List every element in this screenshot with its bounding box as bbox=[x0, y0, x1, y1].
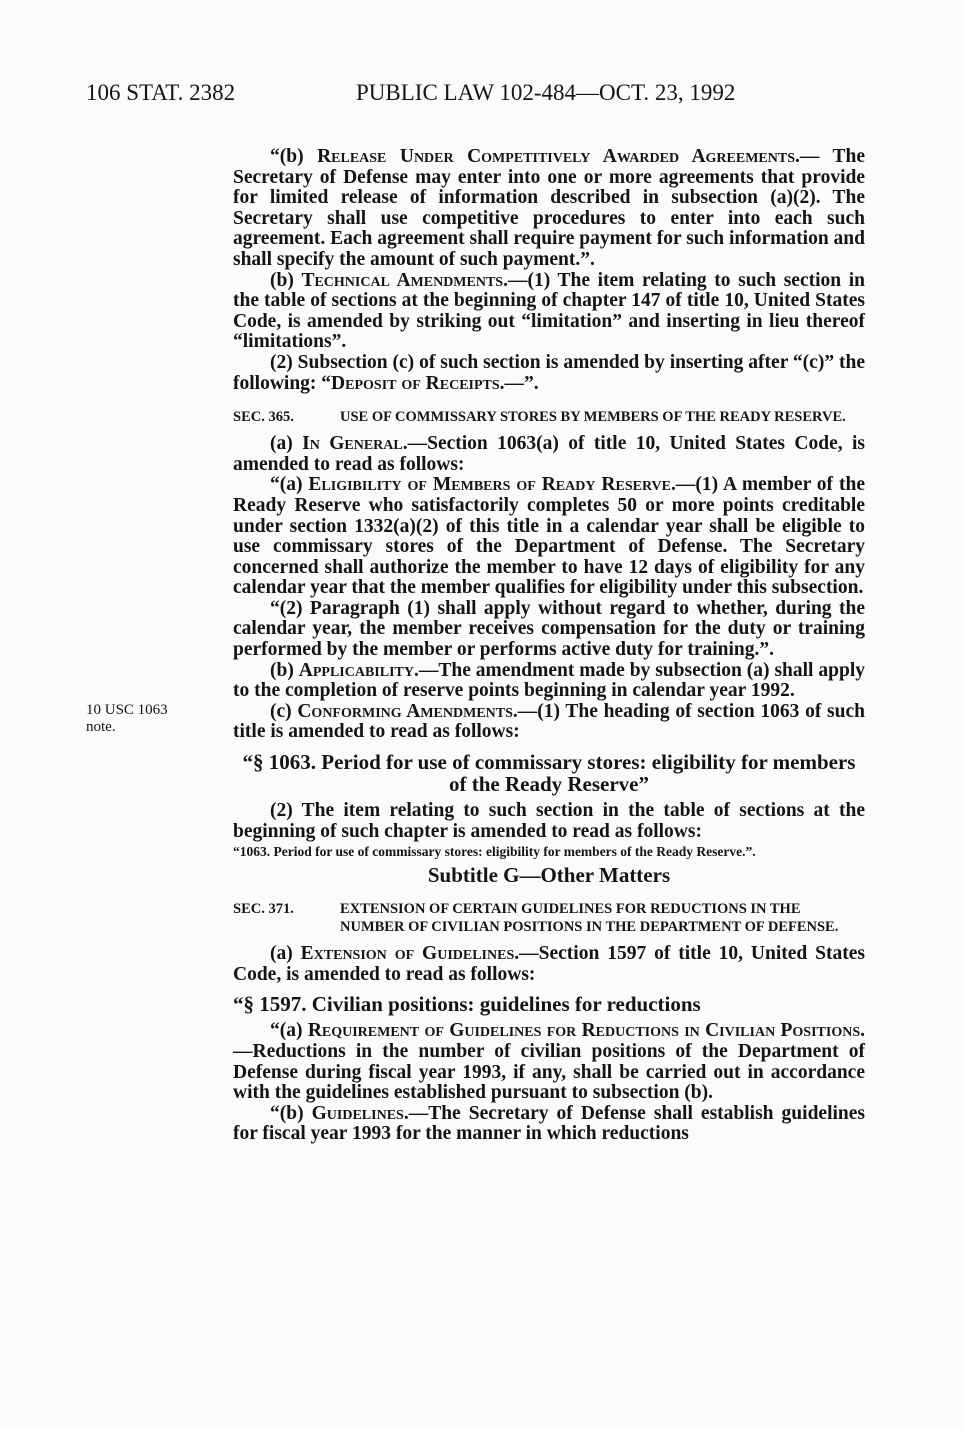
subsection-heading: Deposit of Receipts. bbox=[331, 372, 505, 394]
margin-note-usc: 10 USC 1063 bbox=[86, 702, 168, 718]
paragraph-2-application: “(2) Paragraph (1) shall apply without regard to whether, during the calendar year, the member receives compensation for the duty or training performed by the member or performs active duty for training.”. bbox=[233, 597, 865, 661]
paragraph-eligibility: “(a) Eligibility of Members of Ready Reserve.—(1) A member of the Ready Reserve who satisfactorily completes 50 or more points creditable under section 1332(a)(2) of this title in a calendar year shall be eligible to use commissary stores of the Department of Defense. The Secretary concerned shall authorize the member to have 12 days of eligibility for any calendar year that the member qualifies for eligibility under this subsection. bbox=[233, 474, 865, 599]
table-of-sections-item: “1063. Period for use of commissary stores: eligibility for members of the Ready Reserve.”. bbox=[233, 844, 756, 860]
paragraph-conforming-amendments: (c) Conforming Amendments.—(1) The heading of section 1063 of such title is amended to read as follows: bbox=[233, 700, 865, 743]
section-365-heading bbox=[233, 408, 865, 426]
subsection-heading: Applicability. bbox=[298, 659, 419, 681]
subsection-heading: Conforming Amendments. bbox=[297, 700, 518, 722]
paragraph-applicability: (b) Applicability.—The amendment made by subsection (a) shall apply to the completion of reserve points beginning in calendar year 1992. bbox=[233, 659, 866, 702]
section-1063-new-heading: “§ 1063. Period for use of commissary stores: eligibility for members of the Ready Reserve” bbox=[242, 750, 856, 797]
section-number: SEC. 365. bbox=[233, 409, 294, 426]
section-1597-new-heading: “§ 1597. Civilian positions: guidelines for reductions bbox=[233, 992, 701, 1017]
section-title: USE OF COMMISSARY STORES BY MEMBERS OF THE READY RESERVE. bbox=[340, 409, 846, 426]
running-head bbox=[86, 80, 903, 110]
subsection-heading: Extension of Guidelines. bbox=[300, 943, 520, 965]
paragraph-guidelines: “(b) Guidelines.—The Secretary of Defense shall establish guidelines for fiscal year 1993 for the manner in which reductions bbox=[233, 1102, 865, 1145]
subsection-heading: Release Under Competitively Awarded Agreements. bbox=[317, 146, 800, 167]
paragraph-technical-amendments: (b) Technical Amendments.—(1) The item relating to such section in the table of sections at the beginning of chapter 147 of title 10, United States Code, is amended by striking out “limitation” and inserting in lieu thereof “limitations”. bbox=[233, 269, 865, 353]
subsection-heading: Requirement of Guidelines for Reductions in Civilian Positions. bbox=[307, 1020, 865, 1042]
margin-note-label: note. bbox=[86, 719, 116, 735]
subsection-heading: Eligibility of Members of Ready Reserve. bbox=[308, 474, 676, 496]
subsection-heading: Technical Amendments. bbox=[301, 269, 508, 291]
paragraph-table-of-sections: (2) The item relating to such section in the table of sections at the beginning of such chapter is amended to read as follows: bbox=[233, 800, 865, 842]
paragraph-release-agreements: “(b) Release Under Competitively Awarded Agreements.— The Secretary of Defense may enter into one or more agreements that provide for limited release of information described in subsection (a)(2). The Secretary shall use competitive procedures to enter into each such agreement. Each agreement shall require payment for such information and shall specify the amount of such payment.”. bbox=[233, 146, 866, 270]
paragraph-requirement-of-guidelines: “(a) Requirement of Guidelines for Reductions in Civilian Positions.—Reductions in the number of civilian positions of the Department of Defense during fiscal year 1993, if any, shall be carried out in accordance with the guidelines established pursuant to subsection (b). bbox=[233, 1020, 865, 1104]
subsection-heading: Guidelines. bbox=[311, 1102, 409, 1124]
section-title: EXTENSION OF CERTAIN GUIDELINES FOR REDUCTIONS IN THE NUMBER OF CIVILIAN POSITIONS IN THE DEPARTMENT OF DEFENSE. bbox=[340, 901, 839, 936]
stat-page-number: 106 STAT. 2382 bbox=[86, 80, 236, 105]
subtitle-heading: Subtitle G—Other Matters bbox=[427, 863, 671, 888]
paragraph-in-general: (a) In General.—Section 1063(a) of title 10, United States Code, is amended to read as follows: bbox=[233, 433, 865, 475]
margin-note bbox=[86, 702, 206, 736]
main-text bbox=[233, 147, 865, 1145]
public-law-citation: PUBLIC LAW 102-484—OCT. 23, 1992 bbox=[356, 80, 736, 105]
paragraph-extension-of-guidelines: (a) Extension of Guidelines.—Section 1597 of title 10, United States Code, is amended to read as follows: bbox=[233, 943, 865, 985]
subsection-heading: In General. bbox=[302, 433, 408, 455]
section-number: SEC. 371. bbox=[233, 901, 294, 918]
paragraph-subsection-c: (2) Subsection (c) of such section is amended by inserting after “(c)” the following: “Deposit of Receipts.—”. bbox=[233, 351, 865, 394]
section-371-heading bbox=[233, 900, 865, 936]
